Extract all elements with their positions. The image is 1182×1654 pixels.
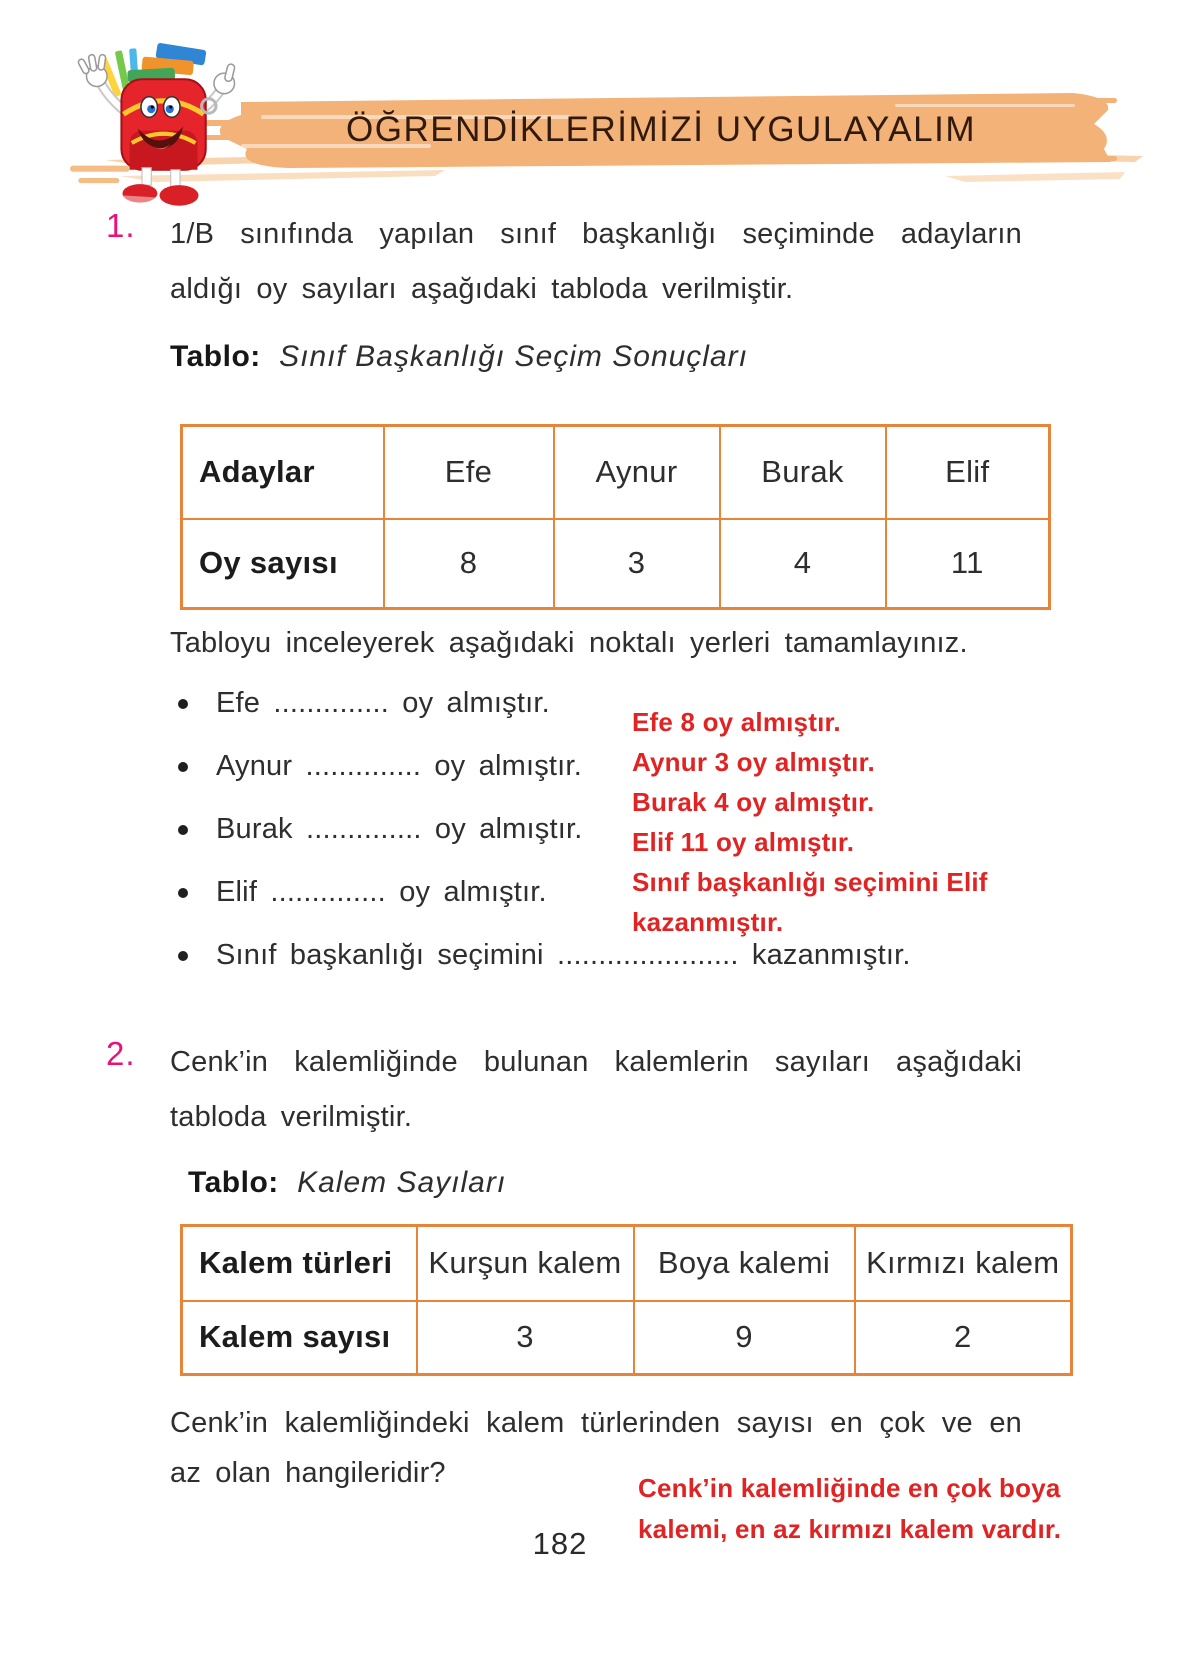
table-cell-kalem-turleri: Kalem türleri (182, 1226, 417, 1301)
table-cell-candidate: Aynur (554, 426, 720, 519)
question-2-handwritten-answer: Cenk’in kalemliğinde en çok boya kalemi, en az kırmızı kalem vardır. (638, 1473, 1062, 1544)
table-cell-pencil-type: Kırmızı kalem (855, 1226, 1072, 1301)
table-cell-candidate: Efe (384, 426, 554, 519)
answer-line: Aynur 3 oy almıştır. (632, 747, 875, 777)
pencil-counts-table (180, 1224, 1073, 1376)
question-1-handwritten-answers (632, 702, 1094, 942)
table-2-caption (188, 1166, 506, 1200)
table-cell-count: 9 (634, 1301, 855, 1375)
table-cell-count: 2 (855, 1301, 1072, 1375)
table-2-caption-label: Tablo: (188, 1166, 279, 1199)
table-1-caption-title: Sınıf Başkanlığı Seçim Sonuçları (279, 340, 748, 373)
election-results-table (180, 424, 1051, 610)
table-cell-votes: 8 (384, 519, 554, 609)
list-item: Burak .............. oy almıştır. (172, 798, 672, 861)
question-2-number: 2. (106, 1035, 136, 1072)
table-cell-count: 3 (417, 1301, 634, 1375)
list-item: Efe .............. oy almıştır. (172, 672, 672, 735)
answer-line: Sınıf başkanlığı seçimini Elif kazanmıştır. (632, 867, 988, 937)
table-1-caption-label: Tablo: (170, 340, 261, 373)
table-cell-votes: 11 (886, 519, 1050, 609)
backpack-mascot-illustration (68, 42, 253, 207)
table-cell-candidate: Elif (886, 426, 1050, 519)
list-item: Aynur .............. oy almıştır. (172, 735, 672, 798)
table-cell-pencil-type: Boya kalemi (634, 1226, 855, 1301)
question-2-prompt: Cenk’in kalemliğindeki kalem türlerinden sayısı en çok ve en az olan hangileridir? (170, 1407, 1022, 1489)
header-banner (205, 90, 1117, 172)
table-cell-pencil-type: Kurşun kalem (417, 1226, 634, 1301)
table-1-caption (170, 340, 748, 374)
table-cell-candidate: Burak (720, 426, 886, 519)
answer-line: Burak 4 oy almıştır. (632, 787, 875, 817)
table-cell-kalem-sayisi: Kalem sayısı (182, 1301, 417, 1375)
list-item: Elif .............. oy almıştır. (172, 861, 672, 924)
answer-line: Elif 11 oy almıştır. (632, 827, 855, 857)
list-item: Sınıf başkanlığı seçimini ...................... kazanmıştır. (172, 924, 1116, 987)
table-cell-adaylar: Adaylar (182, 426, 384, 519)
question-1-instruction: Tabloyu inceleyerek aşağıdaki noktalı yerleri tamamlayınız. (170, 627, 968, 659)
question-2-text: Cenk’in kalemliğinde bulunan kalemlerin sayıları aşağıdaki tabloda verilmiştir. (170, 1046, 1022, 1133)
table-cell-oy-sayisi: Oy sayısı (182, 519, 384, 609)
page-number: 182 (532, 1526, 588, 1561)
question-1-number: 1. (106, 207, 136, 244)
page-title: ÖĞRENDİKLERİMİZİ UYGULAYALIM (346, 110, 976, 149)
answer-line: Efe 8 oy almıştır. (632, 707, 841, 737)
table-2-caption-title: Kalem Sayıları (297, 1166, 507, 1199)
table-cell-votes: 3 (554, 519, 720, 609)
table-cell-votes: 4 (720, 519, 886, 609)
question-1-text: 1/B sınıfında yapılan sınıf başkanlığı seçiminde adayların aldığı oy sayıları aşağıdaki tabloda verilmiştir. (170, 218, 1022, 305)
